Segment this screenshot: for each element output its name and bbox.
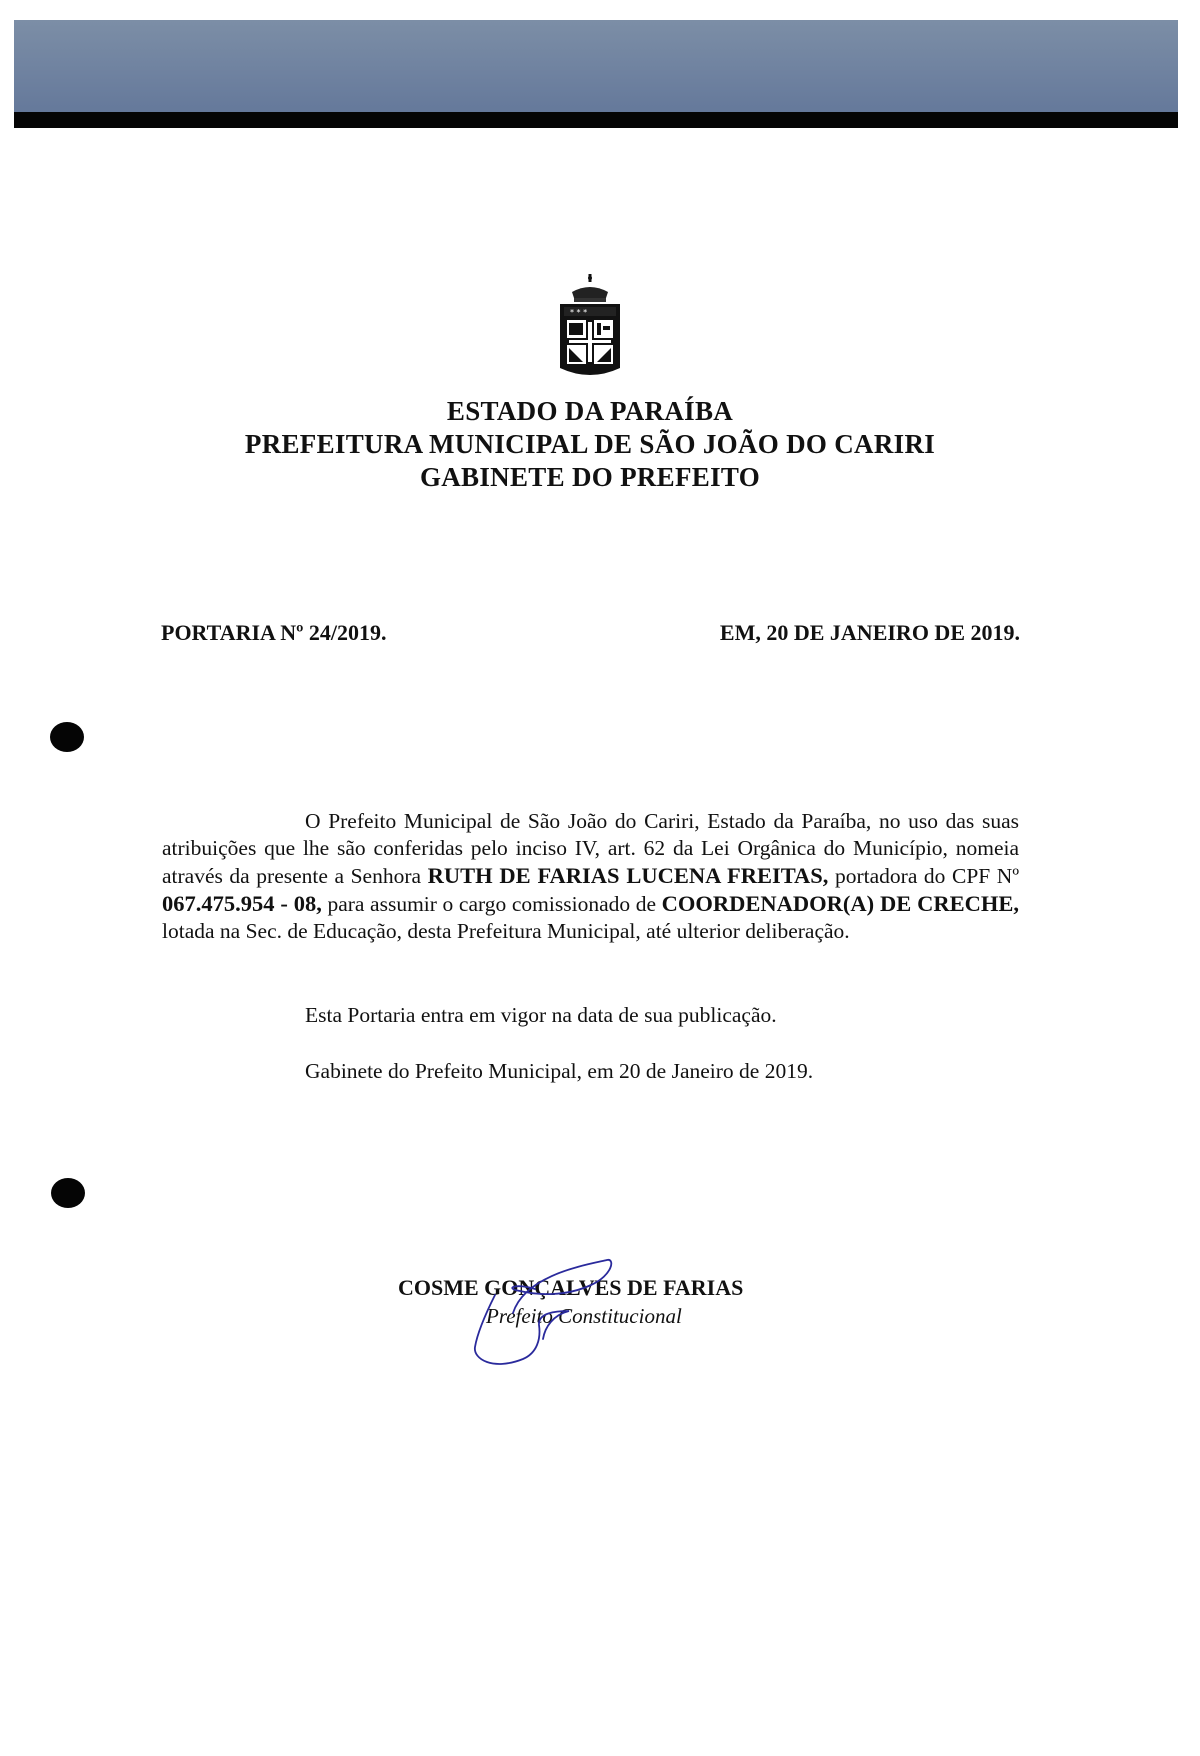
signatory-name: COSME GONÇALVES DE FARIAS [398,1275,744,1300]
scan-edge-band [14,20,1178,116]
appointed-position: COORDENADOR(A) DE CRECHE, [661,891,1019,916]
office-name: GABINETE DO PREFEITO [419,462,761,492]
place-and-date: Gabinete do Prefeito Municipal, em 20 de Janeiro de 2019. [305,1059,814,1083]
ordinance-number: PORTARIA Nº 24/2019. [161,620,387,645]
ordinance-body [162,808,1019,945]
effective-clause: Esta Portaria entra em vigor na data de sua publicação. [305,1003,777,1027]
signatory-title: Prefeito Constitucional [486,1304,682,1328]
punch-hole-bottom [51,1178,85,1208]
body-text-part1: O Prefeito Municipal de São João do Cariri, Estado da Paraíba, no uso das suas atribuições que lhe são conferidas pelo inciso IV, art. 62 da Lei Orgânica do Município, nomeia através da presente a Senhora [162,809,1019,888]
appointee-name: RUTH DE FARIAS LUCENA FREITAS, [427,863,829,888]
scan-edge-shadow [14,112,1178,128]
coat-of-arms-icon [550,270,630,390]
appointee-cpf: 067.475.954 - 08, [162,891,322,916]
letterhead [0,395,1180,494]
state-name: ESTADO DA PARAÍBA [446,396,734,426]
punch-hole-top [50,722,84,752]
appointment-paragraph [162,808,1019,945]
handwritten-signature [465,1255,625,1375]
prefecture-name: PREFEITURA MUNICIPAL DE SÃO JOÃO DO CARIRI [244,429,936,459]
body-text-part2: portadora do CPF Nº [828,864,1019,888]
ordinance-date: EM, 20 DE JANEIRO DE 2019. [719,620,1020,645]
svg-text:* * *: * * * [570,308,588,317]
body-text-part3: para assumir o cargo comissionado de [321,892,662,916]
body-text-part4: lotada na Sec. de Educação, desta Prefeitura Municipal, até ulterior deliberação. [162,919,850,943]
